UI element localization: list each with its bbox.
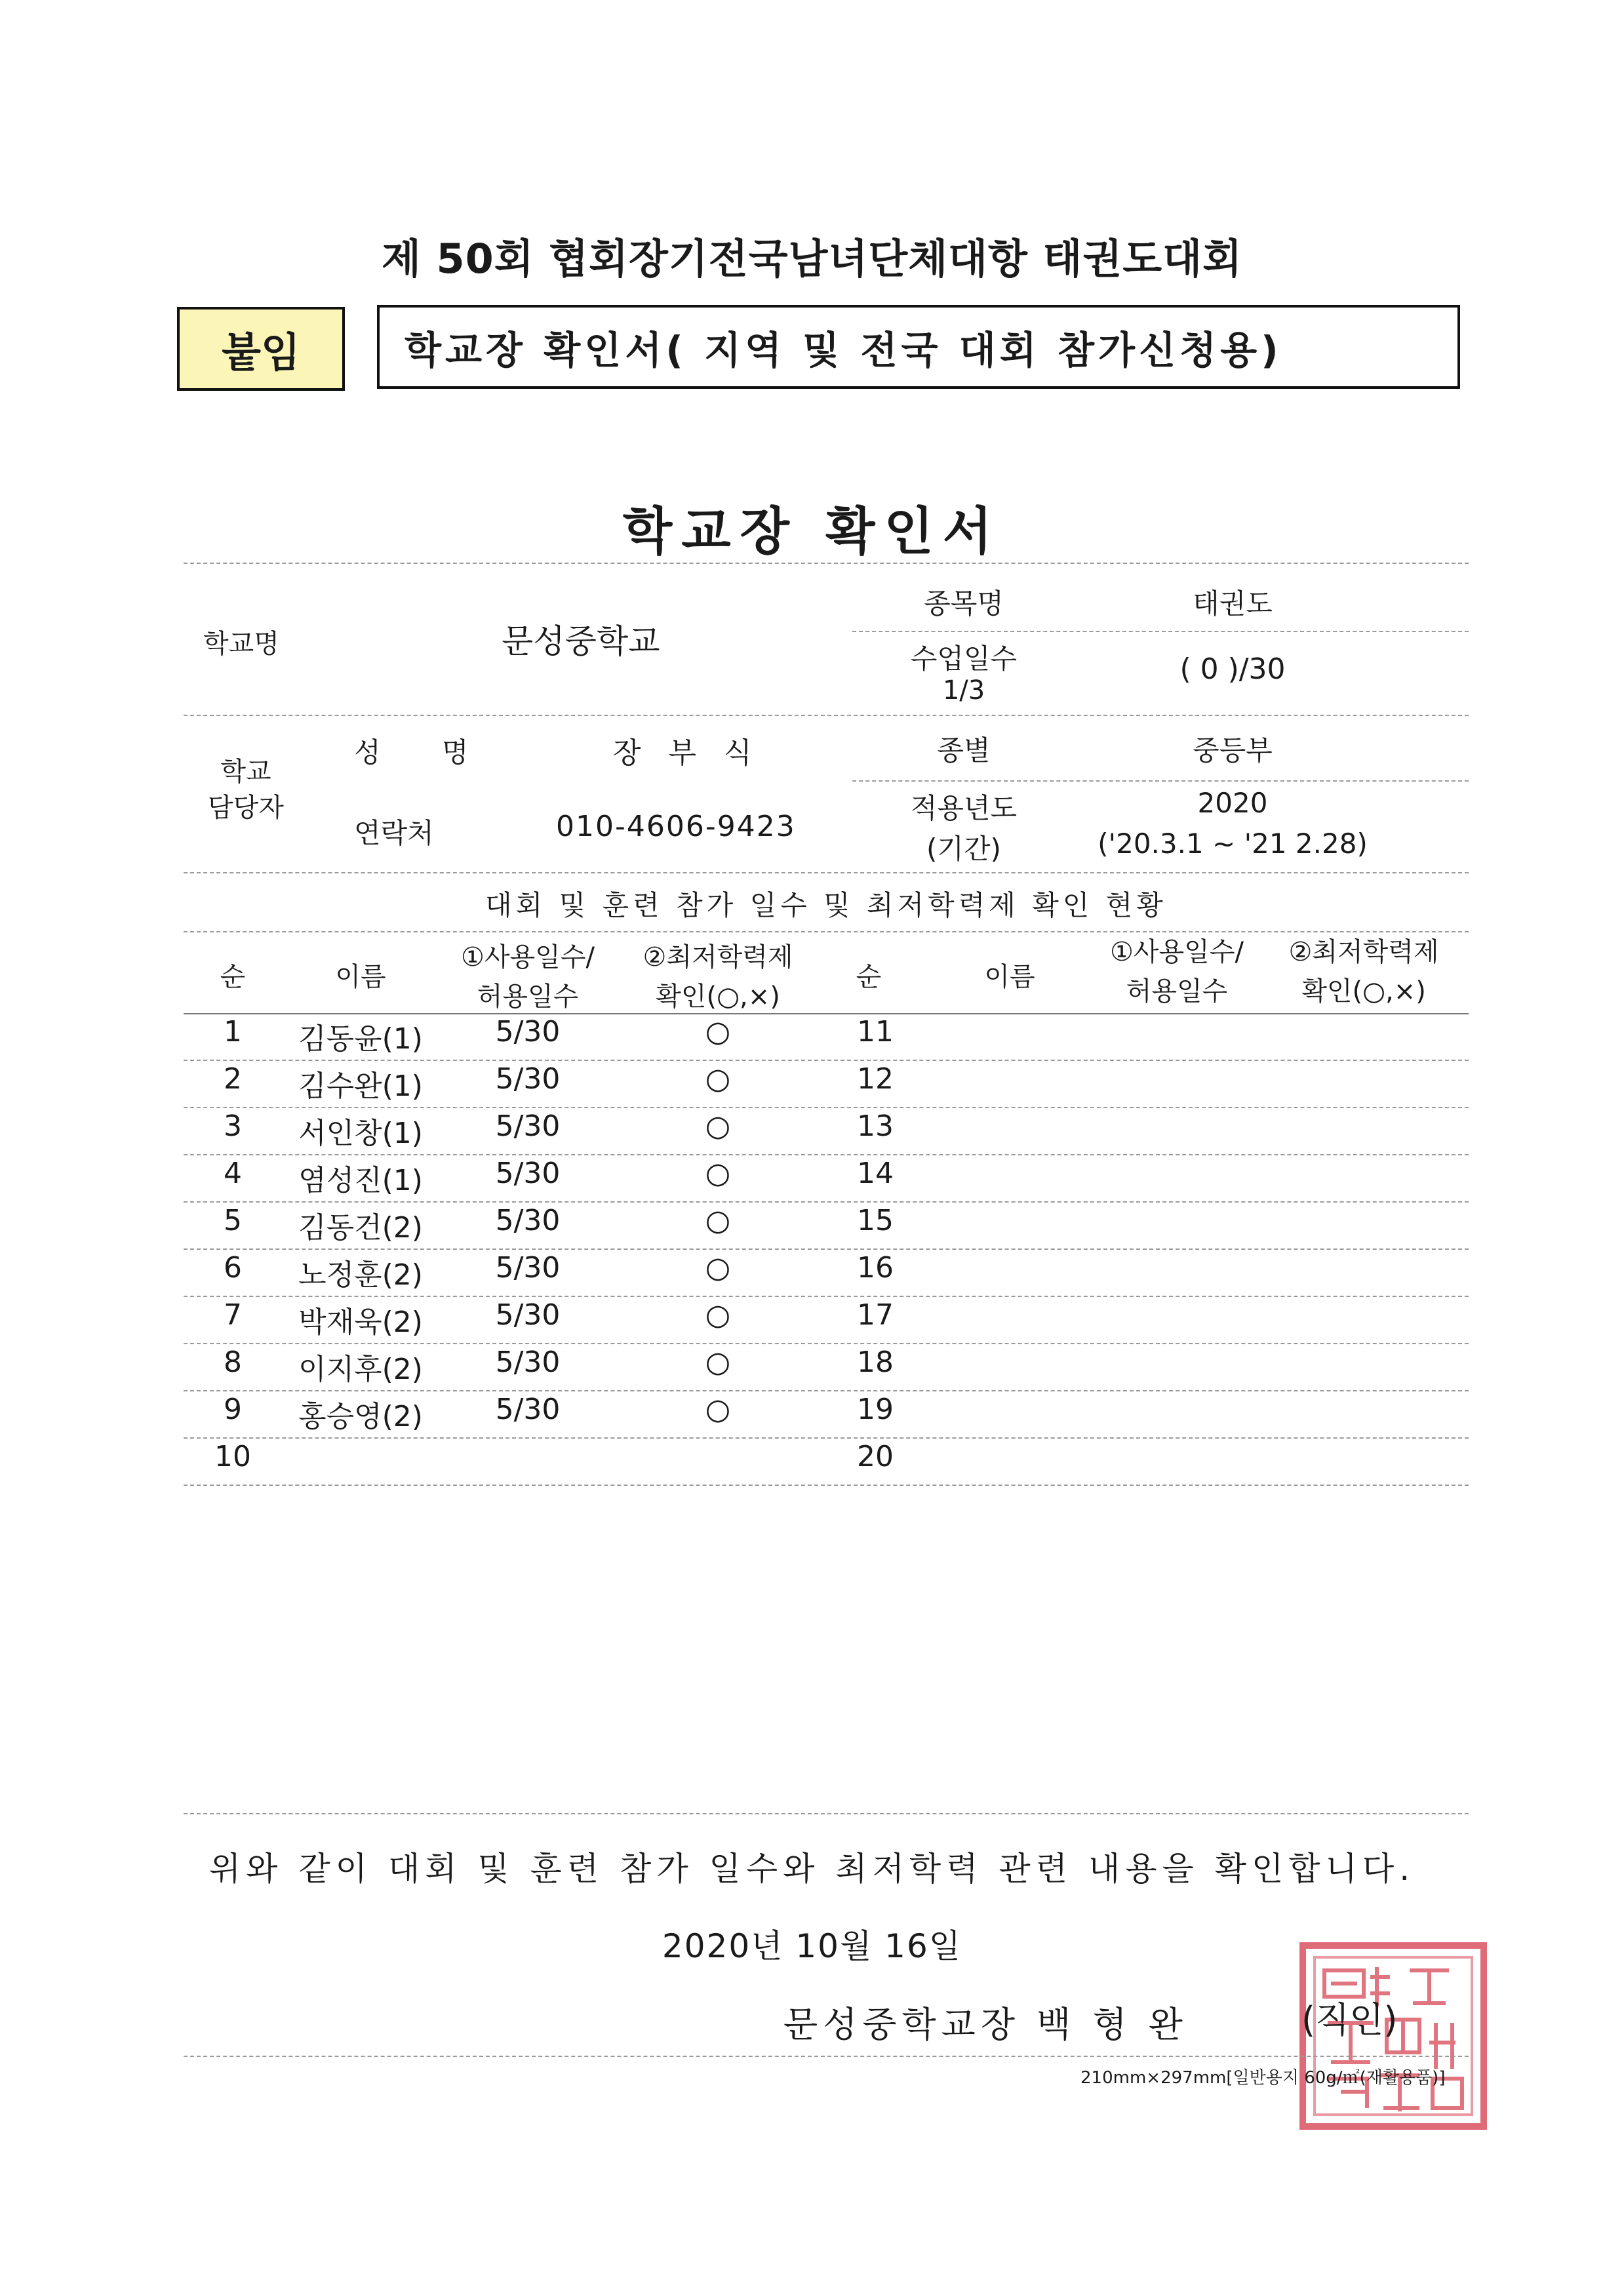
school-name-value: 문성중학교	[502, 622, 660, 660]
contact-value: 010-4606-9423	[556, 810, 796, 843]
confirm-sentence: 위와 같이 대회 및 훈련 참가 일수와 최저학력 관련 내용을 확인합니다.	[208, 1850, 1416, 1888]
row-check: ○	[705, 1062, 731, 1096]
divider	[184, 563, 1469, 564]
row-check: ○	[705, 1109, 731, 1143]
row-days: 5/30	[495, 1251, 561, 1285]
divider	[184, 1390, 1469, 1391]
status-title: 대회 및 훈련 참가 일수 및 최저학력제 확인 현황	[485, 889, 1167, 921]
form-title: 학교장 확인서( 지역 및 전국 대회 참가신청용)	[405, 328, 1282, 372]
row-no: 13	[857, 1109, 894, 1143]
paper-spec: 210mm×297mm[일반용지 60g/㎡(재활용품)]	[1080, 2068, 1446, 2088]
row-name: 이지후(2)	[298, 1353, 423, 1386]
divider	[184, 1813, 1469, 1814]
row-name: 노정훈(2)	[298, 1258, 423, 1292]
document-heading: 학교장 확인서	[622, 502, 1002, 561]
row-no: 6	[224, 1251, 242, 1285]
row-no: 17	[857, 1298, 894, 1332]
contact-label: 연락처	[354, 817, 434, 849]
row-check: ○	[705, 1251, 731, 1285]
row-no: 12	[857, 1062, 894, 1096]
divider	[184, 1060, 1469, 1061]
form-title-box	[377, 305, 1460, 389]
divider	[184, 1013, 1469, 1014]
row-no: 8	[224, 1346, 242, 1379]
divider	[184, 2056, 1469, 2057]
category-value: 중등부	[1193, 734, 1273, 767]
divider	[184, 872, 1469, 873]
row-check: ○	[705, 1157, 731, 1190]
divider	[184, 1296, 1469, 1297]
header-days-line1: ①사용일수/	[1110, 937, 1244, 967]
header-name: 이름	[335, 962, 386, 992]
row-check: ○	[705, 1204, 731, 1237]
header-check-line1: ②최저학력제	[643, 942, 793, 972]
sport-value: 태권도	[1193, 588, 1273, 620]
manager-name-value: 장 부 식	[613, 736, 761, 770]
divider	[184, 1248, 1469, 1250]
row-no: 4	[224, 1157, 242, 1190]
row-no: 14	[857, 1157, 894, 1190]
row-check: ○	[705, 1393, 731, 1426]
divider	[184, 1343, 1469, 1344]
row-check: ○	[705, 1015, 731, 1048]
manager-label-line2: 담당자	[208, 793, 284, 823]
divider	[184, 1437, 1469, 1439]
row-name: 홍승영(2)	[298, 1400, 423, 1433]
row-name: 김수완(1)	[298, 1069, 423, 1103]
period-value: ('20.3.1 ~ '21 2.28)	[1098, 828, 1368, 860]
class-days-label: 수업일수	[910, 643, 1018, 675]
row-check: ○	[705, 1346, 731, 1379]
row-name: 김동건(2)	[298, 1211, 423, 1245]
row-no: 18	[857, 1346, 894, 1379]
row-name: 염성진(1)	[298, 1164, 423, 1197]
row-days: 5/30	[495, 1393, 561, 1426]
row-no: 1	[224, 1015, 242, 1048]
row-no: 16	[857, 1251, 894, 1285]
sport-label: 종목명	[924, 588, 1004, 620]
divider	[852, 780, 1469, 782]
row-check: ○	[705, 1298, 731, 1332]
row-no: 15	[857, 1204, 894, 1237]
row-no: 3	[224, 1109, 242, 1143]
header-days-line2: 허용일수	[477, 982, 579, 1012]
row-days: 5/30	[495, 1298, 561, 1332]
divider	[184, 1154, 1469, 1155]
header-check-line2: 확인(○,×)	[656, 982, 780, 1012]
divider	[184, 1107, 1469, 1108]
event-title: 제 50회 협회장기전국남녀단체대항 태권도대회	[382, 235, 1242, 283]
divider	[852, 631, 1469, 632]
category-label: 종별	[937, 734, 991, 767]
period-label: (기간)	[926, 833, 1001, 865]
seal-label: (직인)	[1301, 1999, 1398, 2041]
attachment-badge: 붙임	[177, 307, 345, 391]
row-name: 김동윤(1)	[298, 1022, 423, 1056]
manager-name-label: 성 명	[354, 736, 495, 768]
row-no: 20	[857, 1440, 894, 1473]
row-days: 5/30	[495, 1157, 561, 1190]
row-days: 5/30	[495, 1015, 561, 1048]
header-name: 이름	[984, 962, 1035, 992]
class-days-ratio: 1/3	[942, 675, 985, 706]
header-days-line1: ①사용일수/	[461, 942, 595, 972]
row-no: 11	[857, 1015, 894, 1048]
year-value: 2020	[1197, 787, 1268, 819]
confirm-date: 2020년 10월 16일	[662, 1927, 962, 1965]
principal-signature: 문성중학교장 백 형 완	[783, 2004, 1188, 2045]
year-label: 적용년도	[910, 792, 1018, 824]
row-days: 5/30	[495, 1062, 561, 1096]
header-check-line1: ②최저학력제	[1288, 937, 1439, 967]
row-days: 5/30	[495, 1204, 561, 1237]
divider	[184, 1201, 1469, 1203]
header-no: 순	[220, 962, 246, 992]
row-name: 박재욱(2)	[298, 1306, 423, 1339]
row-name: 서인창(1)	[298, 1117, 423, 1150]
row-no: 5	[224, 1204, 242, 1237]
row-no: 10	[214, 1440, 251, 1473]
header-days-line2: 허용일수	[1126, 976, 1228, 1007]
divider	[184, 715, 1469, 716]
header-check-line2: 확인(○,×)	[1301, 976, 1426, 1007]
row-days: 5/30	[495, 1109, 561, 1143]
row-days: 5/30	[495, 1346, 561, 1379]
divider	[184, 1485, 1469, 1486]
manager-label-line1: 학교	[220, 757, 271, 787]
school-name-label: 학교명	[203, 629, 279, 659]
header-no: 순	[856, 962, 882, 992]
row-no: 19	[857, 1393, 894, 1426]
class-days-value: ( 0 )/30	[1179, 652, 1286, 686]
row-no: 7	[224, 1298, 242, 1332]
row-no: 9	[224, 1393, 242, 1426]
row-no: 2	[224, 1062, 242, 1096]
